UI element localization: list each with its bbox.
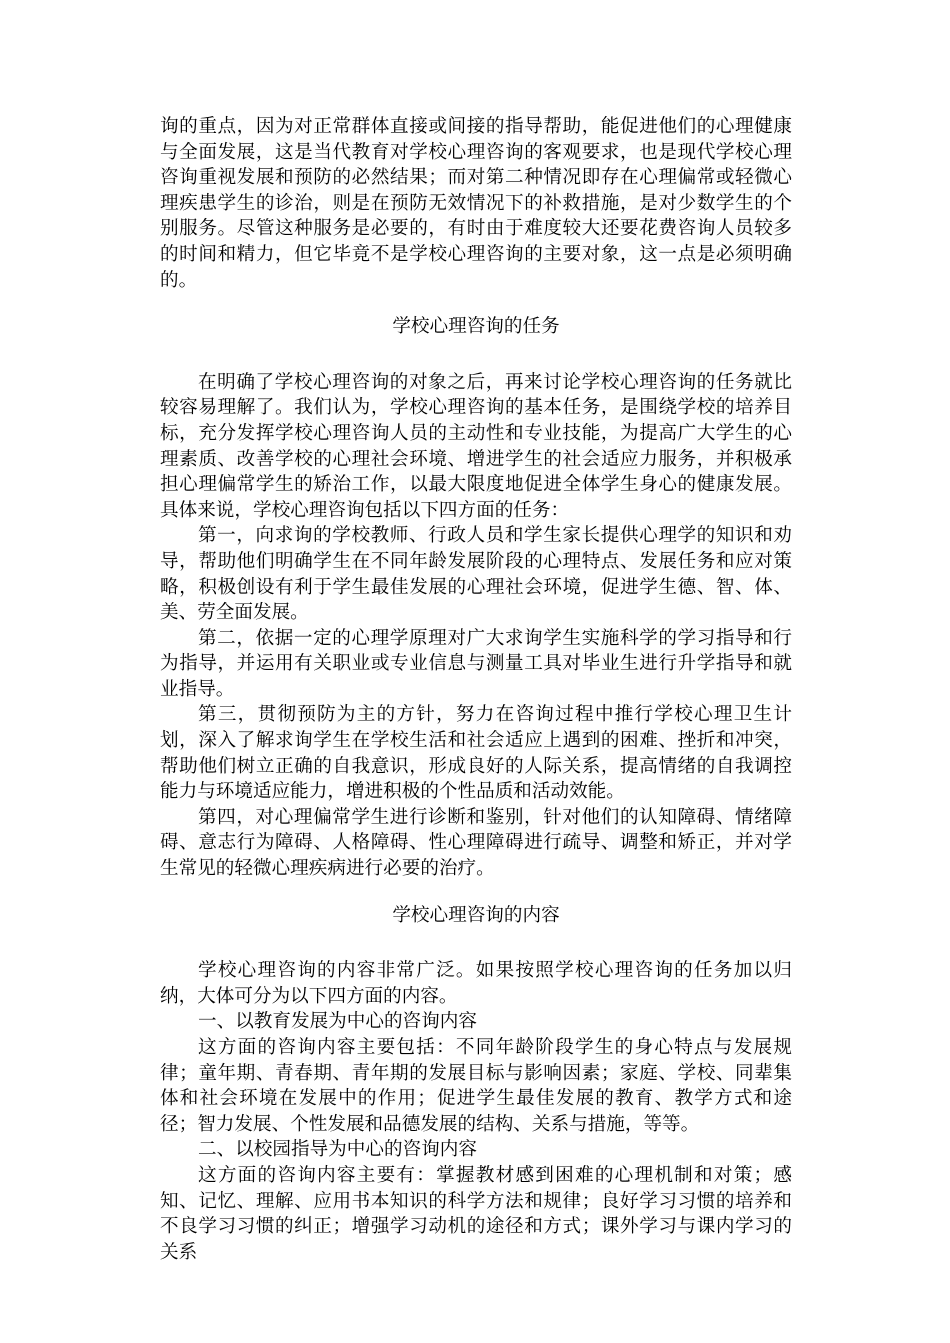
paragraph: 第一，向求询的学校教师、行政人员和学生家长提供心理学的知识和劝导，帮助他们明确学生在不同年龄发展阶段的心理特点、发展任务和应对策略，积极创设有利于学生最佳发展的心理社会环境，促进学生德、智、体、美、劳全面发展。 <box>160 525 792 624</box>
paragraph: 这方面的咨询内容主要包括：不同年龄阶段学生的身心特点与发展规律；童年期、青春期、青年期的发展目标与影响因素；家庭、学校、同辈集体和社会环境在发展中的作用；促进学生最佳发展的教育、教学方式和途径；智力发展、个性发展和品德发展的结构、关系与措施，等等。 <box>160 1037 792 1135</box>
document-page <box>160 114 792 1265</box>
paragraph: 询的重点，因为对正常群体直接或间接的指导帮助，能促进他们的心理健康与全面发展，这是当代教育对学校心理咨询的客观要求，也是现代学校心理咨询重视发展和预防的必然结果；而对第二种情况即存在心理偏常或轻微心理疾患学生的诊治，则是在预防无效情况下的补救措施，是对少数学生的个别服务。尽管这种服务是必要的，有时由于难度较大还要花费咨询人员较多的时间和精力，但它毕竟不是学校心理咨询的主要对象，这一点是必须明确的。 <box>160 116 792 291</box>
paragraph: 第四，对心理偏常学生进行诊断和鉴别，针对他们的认知障碍、情绪障碍、意志行为障碍、人格障碍、性心理障碍进行疏导、调整和矫正，并对学生常见的轻微心理疾病进行必要的治疗。 <box>160 806 792 880</box>
paragraph: 这方面的咨询内容主要有：掌握教材感到困难的心理机制和对策；感知、记忆、理解、应用书本知识的科学方法和规律；良好学习习惯的培养和不良学习习惯的纠正；增强学习动机的途径和方式；课外学习与课内学习的关系 <box>160 1164 792 1263</box>
paragraph: 学校心理咨询的内容非常广泛。如果按照学校心理咨询的任务加以归纳，大体可分为以下四方面的内容。 <box>160 960 792 1007</box>
subheading: 二、以校园指导为中心的咨询内容 <box>198 1139 477 1161</box>
spacer <box>160 882 792 903</box>
spacer <box>160 293 792 314</box>
paragraph: 第二，依据一定的心理学原理对广大求询学生实施科学的学习指导和行为指导，并运用有关职业或专业信息与测量工具对毕业生进行升学指导和就业指导。 <box>160 627 792 700</box>
subheading: 一、以教育发展为中心的咨询内容 <box>198 1011 477 1033</box>
section-heading-tasks: 学校心理咨询的任务 <box>392 316 560 338</box>
section-heading-content: 学校心理咨询的内容 <box>392 904 560 926</box>
paragraph: 在明确了学校心理咨询的对象之后，再来讨论学校心理咨询的任务就比较容易理解了。我们认为，学校心理咨询的基本任务，是围绕学校的培养目标，充分发挥学校心理咨询人员的主动性和专业技能，为提高广大学生的心理素质、改善学校的心理社会环境、增进学生的社会适应力服务，并积极承担心理偏常学生的矫治工作，以最大限度地促进全体学生身心的健康发展。具体来说，学校心理咨询包括以下四方面的任务： <box>160 371 792 521</box>
spacer <box>160 928 792 958</box>
paragraph: 第三，贯彻预防为主的方针，努力在咨询过程中推行学校心理卫生计划，深入了解求询学生在学校生活和社会适应上遇到的困难、挫折和冲突，帮助他们树立正确的自我意识，形成良好的人际关系，提高情绪的自我调控能力与环境适应能力，增进积极的个性品质和活动效能。 <box>160 704 792 803</box>
spacer <box>160 340 792 370</box>
